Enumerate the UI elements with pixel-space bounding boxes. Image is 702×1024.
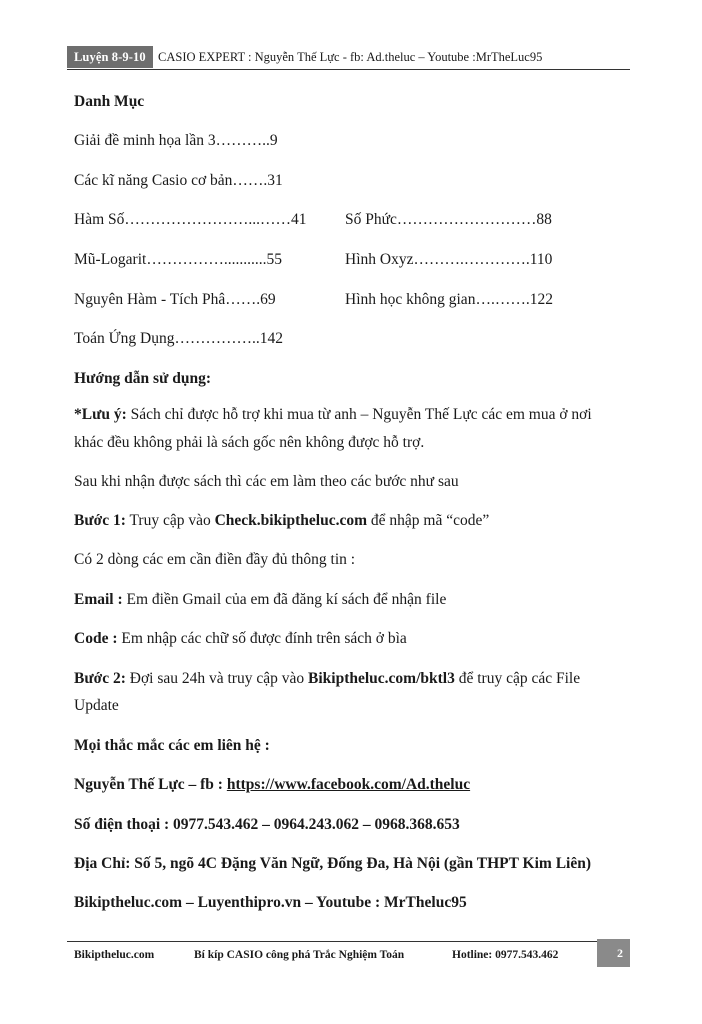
contact-facebook <box>74 775 470 795</box>
step-1-label: Bước 1: <box>74 512 126 529</box>
note-text: Sách chỉ được hỗ trợ khi mua từ anh – Nguyễn Thế Lực các em mua ở nơi <box>126 406 592 423</box>
step-2-line-2: Update <box>74 697 119 714</box>
toc-item: Hình Oxyz……….………….110 <box>345 251 553 268</box>
toc-item: Giải đề minh họa lần 3………..9 <box>74 132 278 149</box>
facebook-link[interactable]: https://www.facebook.com/Ad.theluc <box>226 776 471 793</box>
step-2-text: Đợi sau 24h và truy cập vào <box>125 670 308 687</box>
toc-item: Số Phức………………………88 <box>345 211 552 228</box>
page-header <box>67 46 630 70</box>
note-line <box>74 405 592 425</box>
header-text: CASIO EXPERT : Nguyễn Thế Lực - fb: Ad.theluc – Youtube :MrTheLuc95 <box>158 50 543 64</box>
code-instruction <box>74 629 407 649</box>
step-1-link[interactable]: Check.bikiptheluc.com <box>214 512 368 529</box>
toc-item: Hàm Số……………………...……41 <box>74 211 307 228</box>
note-label: *Lưu ý: <box>74 406 127 423</box>
toc-item: Toán Ứng Dụng……………..142 <box>74 330 283 347</box>
contact-address: Địa Chỉ: Số 5, ngõ 4C Đặng Văn Ngữ, Đống Đa, Hà Nội (gần THPT Kim Liên) <box>74 855 592 872</box>
facebook-label: Nguyễn Thế Lực – fb : <box>74 776 227 793</box>
toc-title: Danh Mục <box>74 93 145 110</box>
code-label: Code : <box>74 630 118 647</box>
page-number: 2 <box>597 939 630 967</box>
step-2-label: Bước 2: <box>74 670 126 687</box>
step-2 <box>74 669 580 689</box>
contact-sites: Bikiptheluc.com – Luyenthipro.vn – Youtube : MrTheluc95 <box>74 894 467 911</box>
email-text: Em điền Gmail của em đã đăng kí sách để nhận file <box>122 591 447 608</box>
header-tag: Luyện 8-9-10 <box>67 46 153 68</box>
toc-item: Mũ-Logarit……………...........55 <box>74 251 282 268</box>
note-line-2: khác đều không phải là sách gốc nên không được hỗ trợ. <box>74 434 425 451</box>
toc-item: Các kĩ năng Casio cơ bản…….31 <box>74 172 283 189</box>
guide-heading: Hướng dẫn sử dụng: <box>74 370 212 387</box>
guide-intro: Sau khi nhận được sách thì các em làm theo các bước như sau <box>74 473 459 490</box>
step-1-suffix: để nhập mã “code” <box>367 512 490 529</box>
contact-phone: Số điện thoại : 0977.543.462 – 0964.243.062 – 0968.368.653 <box>74 816 460 833</box>
footer-rule <box>67 941 597 942</box>
toc-item: Hình học không gian….…….122 <box>345 291 553 308</box>
step-1-text: Truy cập vào <box>125 512 215 529</box>
step-1 <box>74 511 489 531</box>
contact-heading: Mọi thắc mắc các em liên hệ : <box>74 737 270 754</box>
step-2-suffix: để truy cập các File <box>454 670 581 687</box>
footer-website: Bikiptheluc.com <box>74 949 155 961</box>
toc-item: Nguyên Hàm - Tích Phâ…….69 <box>74 291 276 308</box>
header-rule <box>67 69 630 70</box>
step-2-link[interactable]: Bikiptheluc.com/bktl3 <box>308 670 455 687</box>
fields-intro: Có 2 dòng các em cần điền đầy đủ thông tin : <box>74 551 356 568</box>
email-instruction <box>74 590 446 610</box>
footer-hotline: Hotline: 0977.543.462 <box>452 949 559 961</box>
footer-book-title: Bí kíp CASIO công phá Trắc Nghiệm Toán <box>194 949 405 961</box>
code-text: Em nhập các chữ số được đính trên sách ở bìa <box>117 630 407 647</box>
email-label: Email : <box>74 591 123 608</box>
